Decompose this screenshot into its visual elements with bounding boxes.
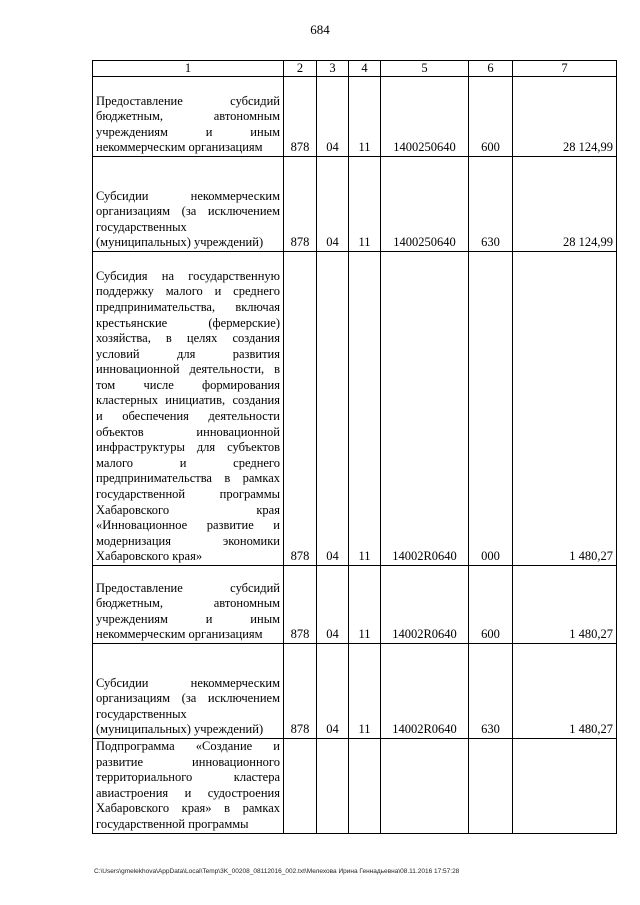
cell-amount: 1 480,27 bbox=[513, 566, 617, 644]
cell-amount: 1 480,27 bbox=[513, 252, 617, 566]
row-name: Предоставление субсидий бюджетным, автономным учреждениям и иным некоммерческим организациям bbox=[93, 77, 284, 157]
row-name: Субсидии некоммерческим организациям (за исключением государственных (муниципальных) учреждений) bbox=[93, 644, 284, 739]
cell-expense-type: 630 bbox=[469, 157, 513, 252]
cell-target-article: 1400250640 bbox=[381, 77, 469, 157]
cell-amount: 1 480,27 bbox=[513, 644, 617, 739]
cell-amount: 28 124,99 bbox=[513, 157, 617, 252]
cell-expense-type: 600 bbox=[469, 77, 513, 157]
row-name: Субсидии некоммерческим организациям (за исключением государственных (муниципальных) учреждений) bbox=[93, 157, 284, 252]
table-row bbox=[93, 77, 617, 157]
cell-section bbox=[317, 739, 349, 834]
column-header: 4 bbox=[349, 61, 381, 77]
cell-subsection: 11 bbox=[349, 566, 381, 644]
cell-code: 878 bbox=[284, 77, 317, 157]
cell-target-article bbox=[381, 739, 469, 834]
column-header: 7 bbox=[513, 61, 617, 77]
cell-code: 878 bbox=[284, 566, 317, 644]
cell-subsection: 11 bbox=[349, 157, 381, 252]
cell-target-article: 14002R0640 bbox=[381, 252, 469, 566]
table-row bbox=[93, 739, 617, 834]
column-header: 3 bbox=[317, 61, 349, 77]
cell-section: 04 bbox=[317, 252, 349, 566]
cell-subsection: 11 bbox=[349, 644, 381, 739]
cell-target-article: 14002R0640 bbox=[381, 566, 469, 644]
column-header: 5 bbox=[381, 61, 469, 77]
cell-target-article: 1400250640 bbox=[381, 157, 469, 252]
cell-subsection: 11 bbox=[349, 252, 381, 566]
column-header: 2 bbox=[284, 61, 317, 77]
table-row bbox=[93, 566, 617, 644]
cell-section: 04 bbox=[317, 157, 349, 252]
table-row bbox=[93, 252, 617, 566]
column-header: 1 bbox=[93, 61, 284, 77]
cell-expense-type: 630 bbox=[469, 644, 513, 739]
row-name: Подпрограмма «Создание и развитие инновационного территориального кластера авиастроения и судостроения Хабаровского края» в рамках государственной программы bbox=[93, 739, 284, 834]
cell-code bbox=[284, 739, 317, 834]
cell-expense-type: 000 bbox=[469, 252, 513, 566]
cell-section: 04 bbox=[317, 644, 349, 739]
cell-expense-type: 600 bbox=[469, 566, 513, 644]
cell-code: 878 bbox=[284, 644, 317, 739]
cell-amount bbox=[513, 739, 617, 834]
cell-code: 878 bbox=[284, 252, 317, 566]
page-number: 684 bbox=[310, 22, 330, 37]
cell-section: 04 bbox=[317, 77, 349, 157]
table-row bbox=[93, 644, 617, 739]
cell-subsection: 11 bbox=[349, 77, 381, 157]
row-name: Субсидия на государственную поддержку малого и среднего предпринимательства, включая крестьянские (фермерские) хозяйства, в целях создания условий для развития инновационной деятельности, в том числе формирования кластерных инициатив, создания и обеспечения деятельности объектов инновационной инфраструктуры для субъектов малого и среднего предпринимательства в рамках государственной программы Хабаровского края «Инновационное развитие и модернизация экономики Хабаровского края» bbox=[93, 252, 284, 566]
budget-table bbox=[92, 60, 617, 834]
table-header-row bbox=[93, 61, 617, 77]
table-row bbox=[93, 157, 617, 252]
cell-code: 878 bbox=[284, 157, 317, 252]
file-path-footer: C:\Users\gmelekhova\AppData\Local\Temp\3K_00208_08112016_002.txt\Мелехова Ирина Геннадьевна\08.11.2016 17:57:28 bbox=[94, 868, 460, 875]
row-name: Предоставление субсидий бюджетным, автономным учреждениям и иным некоммерческим организациям bbox=[93, 566, 284, 644]
column-header: 6 bbox=[469, 61, 513, 77]
cell-section: 04 bbox=[317, 566, 349, 644]
cell-expense-type bbox=[469, 739, 513, 834]
cell-amount: 28 124,99 bbox=[513, 77, 617, 157]
cell-subsection bbox=[349, 739, 381, 834]
cell-target-article: 14002R0640 bbox=[381, 644, 469, 739]
